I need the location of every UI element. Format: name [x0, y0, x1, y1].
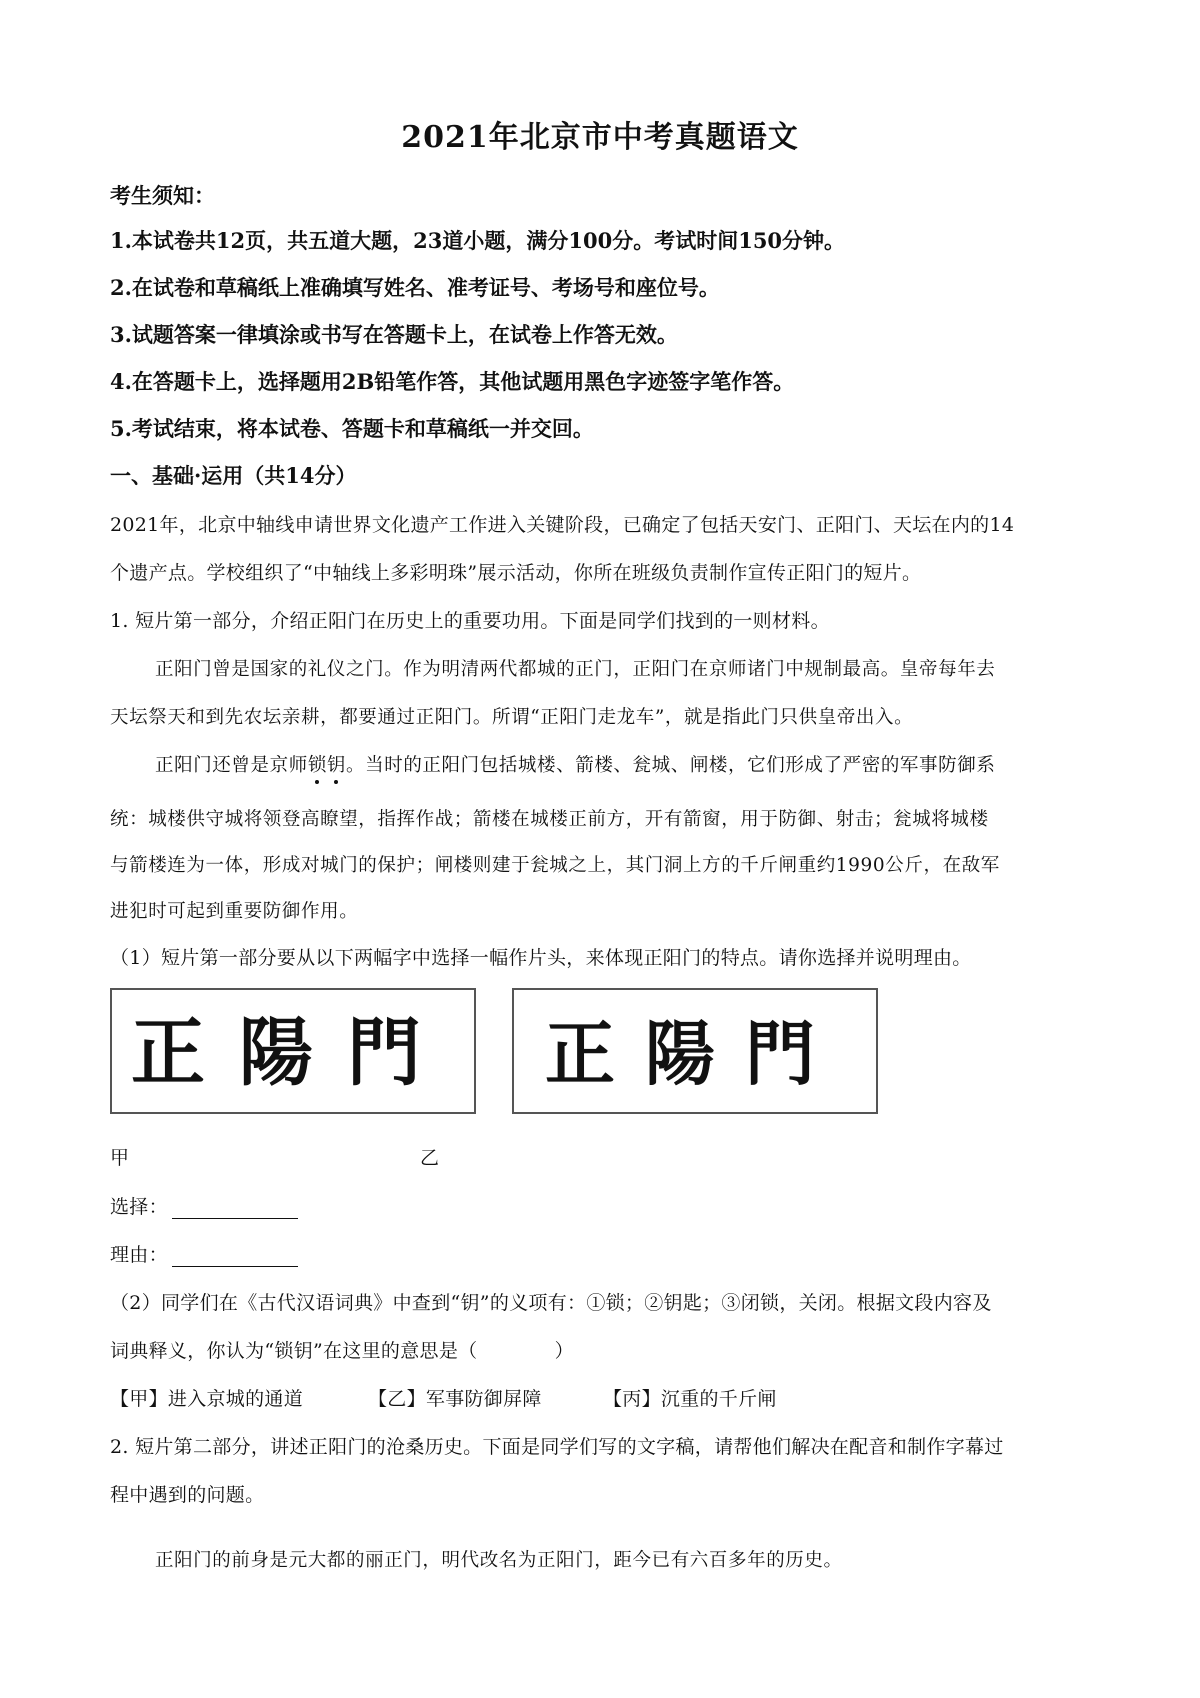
intro-line-1: 2021年，北京中轴线申请世界文化遗产工作进入关键阶段，已确定了包括天安门、正阳门、天坛在内的14 — [110, 514, 1015, 536]
page-title: 2021年北京市中考真题语文 — [401, 120, 799, 155]
choice-blank[interactable] — [172, 1198, 298, 1219]
notice-heading: 考生须知： — [110, 183, 215, 208]
choice-label: 选择： — [110, 1196, 168, 1218]
notice-item-3: 3.试题答案一律填涂或书写在答题卡上，在试卷上作答无效。 — [110, 322, 678, 347]
question-1-sub-2-line-1: （2）同学们在《古代汉语词典》中查到“钥”的义项有：①锁；②钥匙；③闭锁，关闭。根据文段内容及 — [110, 1292, 992, 1314]
material-line-5: 与箭楼连为一体，形成对城门的保护；闸楼则建于瓮城之上，其门洞上方的千斤闸重约1990公斤，在敌军 — [110, 855, 1000, 876]
calligraphy-b-text: 正陽門 — [545, 1013, 845, 1095]
calligraphy-image-a — [110, 988, 476, 1114]
choice-row — [110, 1192, 298, 1219]
material-line-3-post: 。当时的正阳门包括城楼、箭楼、瓮城、闸楼，它们形成了严密的军事防御系 — [346, 755, 996, 776]
question-2-stem-line-1: 2. 短片第二部分，讲述正阳门的沧桑历史。下面是同学们写的文字稿，请帮他们解决在配音和制作字幕过 — [110, 1436, 1004, 1458]
question-1-stem: 1. 短片第一部分，介绍正阳门在历史上的重要功用。下面是同学们找到的一则材料。 — [110, 610, 830, 632]
question-1-sub-1: （1）短片第一部分要从以下两幅字中选择一幅作片头，来体现正阳门的特点。请你选择并说明理由。 — [110, 947, 972, 969]
intro-line-2: 个遗产点。学校组织了“中轴线上多彩明珠”展示活动，你所在班级负责制作宣传正阳门的短片。 — [110, 562, 922, 584]
reason-blank[interactable] — [172, 1246, 298, 1267]
calligraphy-b-graphic — [514, 990, 876, 1112]
reason-row — [110, 1240, 298, 1267]
reason-label: 理由： — [110, 1244, 168, 1266]
section-heading: 一、基础·运用（共14分） — [110, 463, 357, 488]
label-jia: 甲 — [110, 1147, 130, 1169]
calligraphy-image-b — [512, 988, 878, 1114]
question-1-sub-2-line-2: 词典释义，你认为“锁钥”在这里的意思是（ ） — [110, 1340, 574, 1362]
material-line-3 — [155, 751, 995, 777]
question-2-material: 正阳门的前身是元大都的丽正门，明代改名为正阳门，距今已有六百多年的历史。 — [155, 1550, 843, 1571]
option-bing: 【丙】沉重的千斤闸 — [603, 1388, 777, 1410]
notice-item-1: 1.本试卷共12页，共五道大题，23道小题，满分100分。考试时间150分钟。 — [110, 228, 846, 253]
material-line-2: 天坛祭天和到先农坛亲耕，都要通过正阳门。所谓“正阳门走龙车”，就是指此门只供皇帝出入。 — [110, 707, 914, 728]
calligraphy-a-text: 正陽門 — [131, 1010, 455, 1096]
option-yi: 【乙】军事防御屏障 — [368, 1388, 542, 1410]
material-line-6: 进犯时可起到重要防御作用。 — [110, 901, 359, 922]
option-jia: 【甲】进入京城的通道 — [110, 1388, 304, 1410]
material-line-3-pre: 正阳门还曾是京师 — [155, 755, 308, 776]
calligraphy-a-graphic — [112, 990, 474, 1112]
material-line-4: 统：城楼供守城将领登高瞭望，指挥作战；箭楼在城楼正前方，开有箭窗，用于防御、射击；瓮城将城楼 — [110, 809, 989, 830]
question-2-stem-line-2: 程中遇到的问题。 — [110, 1484, 265, 1506]
notice-item-4: 4.在答题卡上，选择题用2B铅笔作答，其他试题用黑色字迹签字笔作答。 — [110, 369, 795, 394]
emphasis-char-suo: 锁 — [308, 751, 327, 777]
emphasis-char-yue: 钥 — [327, 751, 346, 777]
notice-item-2: 2.在试卷和草稿纸上准确填写姓名、准考证号、考场号和座位号。 — [110, 275, 720, 300]
material-line-1: 正阳门曾是国家的礼仪之门。作为明清两代都城的正门，正阳门在京师诸门中规制最高。皇帝每年去 — [155, 659, 996, 680]
notice-item-5: 5.考试结束，将本试卷、答题卡和草稿纸一并交回。 — [110, 416, 594, 441]
label-yi: 乙 — [420, 1147, 440, 1169]
